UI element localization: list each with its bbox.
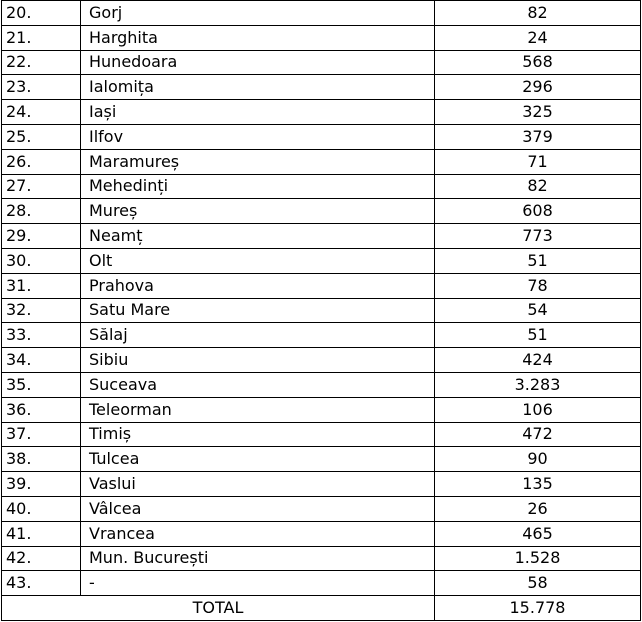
county-name-cell: Vrancea	[81, 521, 435, 546]
value-cell: 296	[435, 75, 641, 100]
table-body	[2, 1, 641, 621]
row-number-cell: 22.	[2, 50, 81, 75]
table-row	[2, 521, 641, 546]
county-name-cell: Satu Mare	[81, 298, 435, 323]
county-data-table	[1, 0, 641, 621]
county-name-cell: Harghita	[81, 25, 435, 50]
table-row	[2, 496, 641, 521]
value-cell: 465	[435, 521, 641, 546]
row-number-cell: 37.	[2, 422, 81, 447]
county-name-cell: Iași	[81, 100, 435, 125]
row-number-cell: 29.	[2, 224, 81, 249]
row-number-cell: 23.	[2, 75, 81, 100]
value-cell: 1.528	[435, 546, 641, 571]
value-cell: 51	[435, 248, 641, 273]
value-cell: 82	[435, 174, 641, 199]
table-row	[2, 472, 641, 497]
county-name-cell: Hunedoara	[81, 50, 435, 75]
county-name-cell: -	[81, 571, 435, 596]
row-number-cell: 40.	[2, 496, 81, 521]
row-number-cell: 20.	[2, 1, 81, 26]
table-row	[2, 149, 641, 174]
value-cell: 78	[435, 273, 641, 298]
table-row	[2, 571, 641, 596]
table-row	[2, 546, 641, 571]
county-name-cell: Mureș	[81, 199, 435, 224]
table-row	[2, 50, 641, 75]
value-cell: 26	[435, 496, 641, 521]
table-row	[2, 323, 641, 348]
table-row	[2, 199, 641, 224]
value-cell: 379	[435, 124, 641, 149]
table-row	[2, 397, 641, 422]
value-cell: 424	[435, 348, 641, 373]
row-number-cell: 27.	[2, 174, 81, 199]
table-row	[2, 124, 641, 149]
value-cell: 472	[435, 422, 641, 447]
table-row	[2, 224, 641, 249]
county-name-cell: Tulcea	[81, 447, 435, 472]
table-row	[2, 447, 641, 472]
county-name-cell: Neamț	[81, 224, 435, 249]
value-cell: 135	[435, 472, 641, 497]
row-number-cell: 30.	[2, 248, 81, 273]
row-number-cell: 21.	[2, 25, 81, 50]
county-name-cell: Ilfov	[81, 124, 435, 149]
value-cell: 608	[435, 199, 641, 224]
county-name-cell: Suceava	[81, 372, 435, 397]
value-cell: 106	[435, 397, 641, 422]
table-row	[2, 174, 641, 199]
row-number-cell: 33.	[2, 323, 81, 348]
value-cell: 24	[435, 25, 641, 50]
value-cell: 71	[435, 149, 641, 174]
value-cell: 773	[435, 224, 641, 249]
row-number-cell: 32.	[2, 298, 81, 323]
row-number-cell: 35.	[2, 372, 81, 397]
row-number-cell: 41.	[2, 521, 81, 546]
value-cell: 325	[435, 100, 641, 125]
county-name-cell: Ialomița	[81, 75, 435, 100]
table-row	[2, 75, 641, 100]
value-cell: 3.283	[435, 372, 641, 397]
county-name-cell: Mun. București	[81, 546, 435, 571]
county-name-cell: Mehedinți	[81, 174, 435, 199]
county-name-cell: Olt	[81, 248, 435, 273]
county-name-cell: Sibiu	[81, 348, 435, 373]
value-cell: 90	[435, 447, 641, 472]
value-cell: 568	[435, 50, 641, 75]
county-name-cell: Gorj	[81, 1, 435, 26]
row-number-cell: 42.	[2, 546, 81, 571]
county-name-cell: Vâlcea	[81, 496, 435, 521]
row-number-cell: 43.	[2, 571, 81, 596]
value-cell: 54	[435, 298, 641, 323]
table-row	[2, 422, 641, 447]
county-name-cell: Timiș	[81, 422, 435, 447]
table-row	[2, 248, 641, 273]
row-number-cell: 39.	[2, 472, 81, 497]
county-name-cell: Teleorman	[81, 397, 435, 422]
row-number-cell: 34.	[2, 348, 81, 373]
table-row	[2, 298, 641, 323]
table-row	[2, 273, 641, 298]
table-row	[2, 100, 641, 125]
row-number-cell: 31.	[2, 273, 81, 298]
table-row	[2, 372, 641, 397]
value-cell: 82	[435, 1, 641, 26]
total-label: TOTAL	[2, 596, 435, 621]
value-cell: 58	[435, 571, 641, 596]
total-value: 15.778	[435, 596, 641, 621]
row-number-cell: 24.	[2, 100, 81, 125]
county-name-cell: Sălaj	[81, 323, 435, 348]
row-number-cell: 38.	[2, 447, 81, 472]
row-number-cell: 25.	[2, 124, 81, 149]
county-name-cell: Maramureș	[81, 149, 435, 174]
table-row	[2, 348, 641, 373]
value-cell: 51	[435, 323, 641, 348]
row-number-cell: 26.	[2, 149, 81, 174]
row-number-cell: 36.	[2, 397, 81, 422]
county-name-cell: Vaslui	[81, 472, 435, 497]
county-name-cell: Prahova	[81, 273, 435, 298]
table-row	[2, 1, 641, 26]
table-row	[2, 25, 641, 50]
row-number-cell: 28.	[2, 199, 81, 224]
total-row	[2, 596, 641, 621]
